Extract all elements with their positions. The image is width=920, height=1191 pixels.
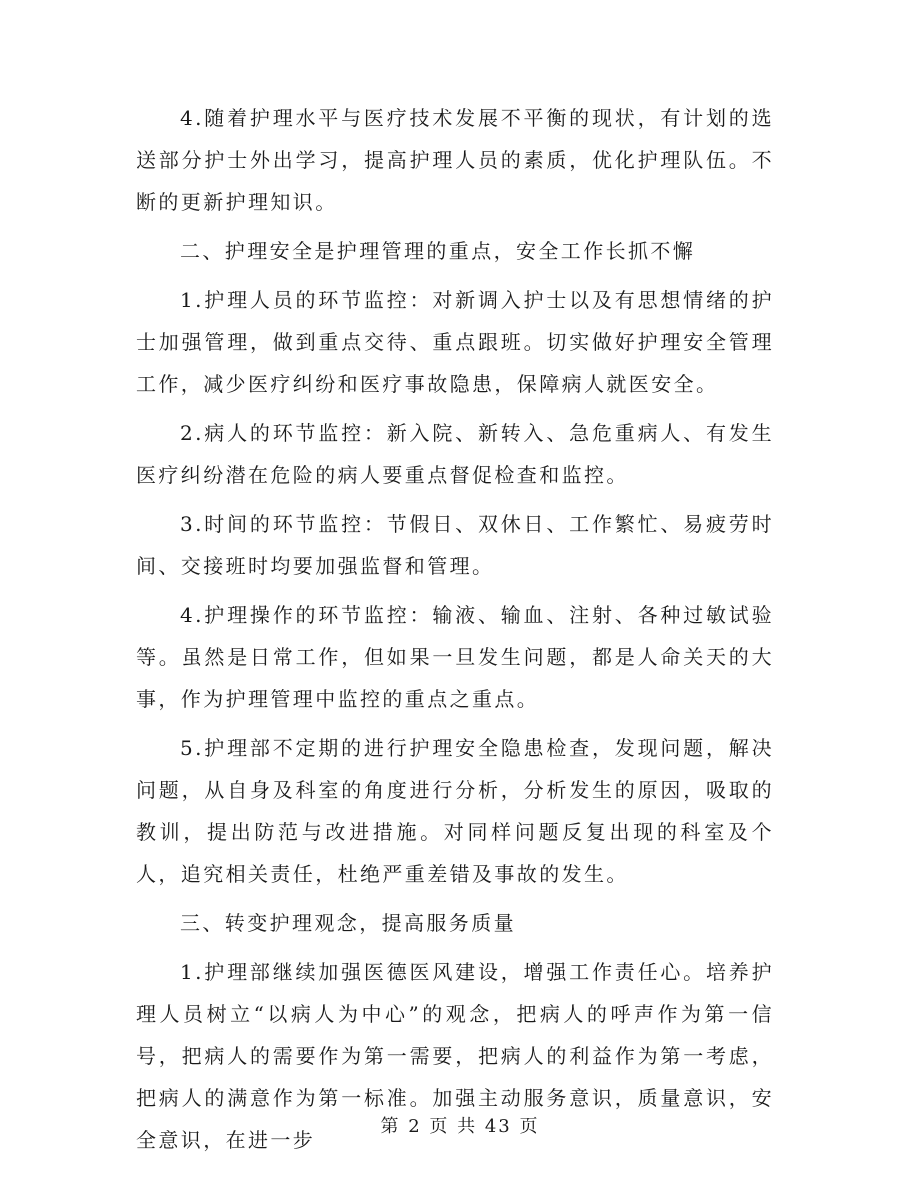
paragraph-2-patient-monitoring: 2.病人的环节监控：新入院、新转入、急危重病人、有发生医疗纠纷潜在危险的病人要重点督促检查和监控。 bbox=[136, 421, 774, 487]
document-body bbox=[136, 97, 774, 1168]
page-number-footer: 第 2 页 共 43 页 bbox=[380, 1116, 540, 1137]
paragraph-5-safety-inspection: 5.护理部不定期的进行护理安全隐患检查，发现问题，解决问题，从自身及科室的角度进行分析，分析发生的原因，吸取的教训，提出防范与改进措施。对同样问题反复出现的科室及个人，追究相关责任，杜绝严重差错及事故的发生。 bbox=[136, 736, 774, 886]
paragraph-3-time-monitoring: 3.时间的环节监控：节假日、双休日、工作繁忙、易疲劳时间、交接班时均要加强监督和管理。 bbox=[136, 512, 774, 578]
paragraph-1-ethics-building: 1.护理部继续加强医德医风建设，增强工作责任心。培养护理人员树立“以病人为中心”的观念，把病人的呼声作为第一信号，把病人的需要作为第一需要，把病人的利益作为第一考虑，把病人的满意作为第一标准。加强主动服务意识，质量意识，安全意识，在进一步 bbox=[136, 960, 774, 1152]
section-heading-service-quality: 三、转变护理观念，提高服务质量 bbox=[180, 911, 516, 935]
paragraph-1-staff-monitoring: 1.护理人员的环节监控：对新调入护士以及有思想情绪的护士加强管理，做到重点交待、重点跟班。切实做好护理安全管理工作，减少医疗纠纷和医疗事故隐患，保障病人就医安全。 bbox=[136, 288, 774, 396]
paragraph-4-operation-monitoring: 4.护理操作的环节监控：输液、输血、注射、各种过敏试验等。虽然是日常工作，但如果一旦发生问题，都是人命关天的大事，作为护理管理中监控的重点之重点。 bbox=[136, 603, 774, 711]
paragraph-4-nursing-level: 4.随着护理水平与医疗技术发展不平衡的现状，有计划的选送部分护士外出学习，提高护理人员的素质，优化护理队伍。不断的更新护理知识。 bbox=[136, 106, 774, 214]
section-heading-nursing-safety: 二、护理安全是护理管理的重点，安全工作长抓不懈 bbox=[180, 239, 696, 263]
